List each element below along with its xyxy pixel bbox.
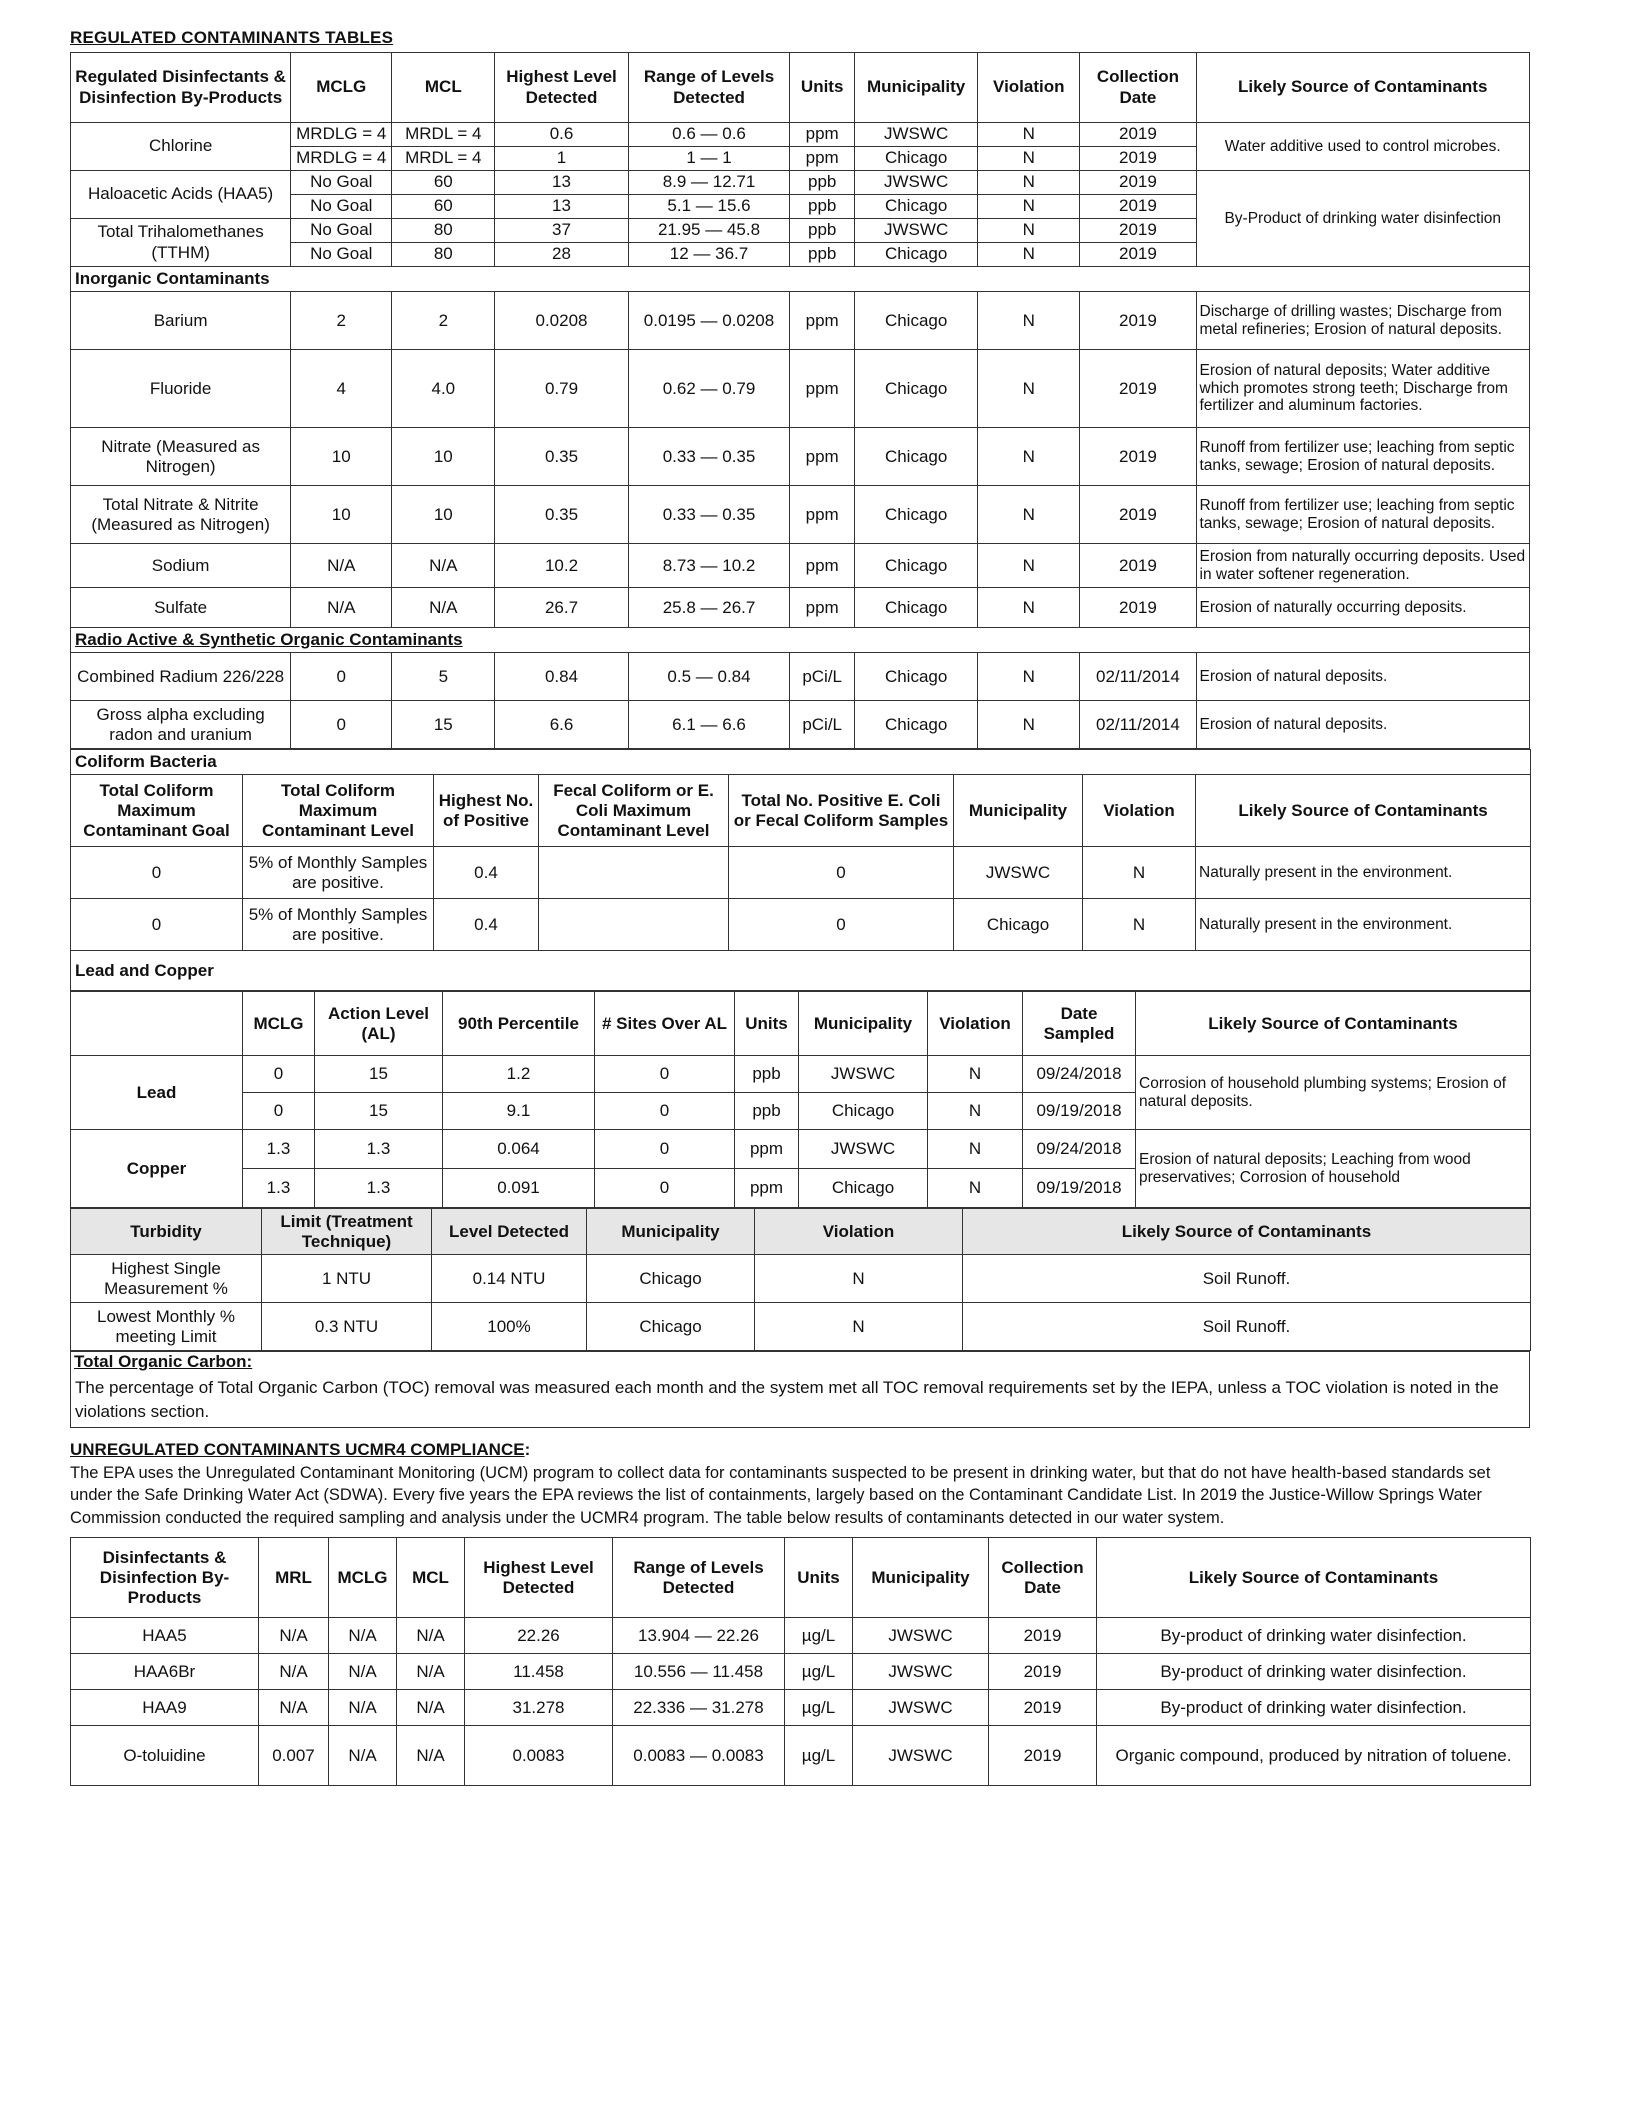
cell: 0 <box>595 1130 735 1169</box>
cell: 0.6 <box>495 123 628 147</box>
cell: N/A <box>392 588 495 628</box>
source-cell: Erosion of naturally occurring deposits. <box>1196 588 1530 628</box>
col-header: Date Sampled <box>1023 992 1136 1056</box>
cell: 6.1 — 6.6 <box>628 701 790 749</box>
cell: N/A <box>259 1618 329 1654</box>
cell: JWSWC <box>799 1056 928 1093</box>
row-header: Copper <box>71 1130 243 1208</box>
source-cell: By-Product of drinking water disinfection <box>1196 171 1530 267</box>
col-header: Units <box>790 53 855 123</box>
cell: 1.3 <box>243 1130 315 1169</box>
cell: 2019 <box>1080 219 1196 243</box>
regulated-table <box>70 52 1530 749</box>
cell: No Goal <box>291 243 392 267</box>
cell: 10 <box>291 428 392 486</box>
cell: ppm <box>790 292 855 350</box>
cell: 2019 <box>1080 350 1196 428</box>
cell: pCi/L <box>790 701 855 749</box>
cell: 0.62 — 0.79 <box>628 350 790 428</box>
cell: Chicago <box>855 486 978 544</box>
cell: 2019 <box>1080 123 1196 147</box>
cell: 2019 <box>1080 243 1196 267</box>
cell: 2019 <box>1080 588 1196 628</box>
cell: 10.2 <box>495 544 628 588</box>
cell: 0.79 <box>495 350 628 428</box>
col-header: Violation <box>755 1209 963 1255</box>
cell: MRDLG = 4 <box>291 123 392 147</box>
cell: N <box>978 486 1080 544</box>
col-header: Highest Level Detected <box>495 53 628 123</box>
cell: 2019 <box>989 1618 1097 1654</box>
col-header: Units <box>735 992 799 1056</box>
col-header: Limit (Treatment Technique) <box>262 1209 432 1255</box>
cell: 2019 <box>1080 195 1196 219</box>
cell: Soil Runoff. <box>963 1255 1531 1303</box>
contaminant-name: Total Nitrate & Nitrite (Measured as Nitrogen) <box>71 486 291 544</box>
col-header: MCLG <box>243 992 315 1056</box>
cell: 2019 <box>989 1726 1097 1786</box>
cell: 2019 <box>1080 544 1196 588</box>
col-header: Likely Source of Contaminants <box>1196 53 1530 123</box>
cell: N/A <box>259 1654 329 1690</box>
cell: Chicago <box>855 588 978 628</box>
contaminant-name: Barium <box>71 292 291 350</box>
cell: 0.35 <box>495 428 628 486</box>
cell: 12 — 36.7 <box>628 243 790 267</box>
cell: 28 <box>495 243 628 267</box>
source-cell: Erosion of natural deposits; Water additive which promotes strong teeth; Discharge from fertilizer and aluminum factories. <box>1196 350 1530 428</box>
cell: No Goal <box>291 171 392 195</box>
col-header: Municipality <box>954 775 1083 847</box>
section-title: Lead and Copper <box>71 951 1531 991</box>
col-header: Violation <box>978 53 1080 123</box>
cell: 0 <box>71 899 243 951</box>
cell: 6.6 <box>495 701 628 749</box>
cell: N <box>928 1093 1023 1130</box>
col-header: Range of Levels Detected <box>628 53 790 123</box>
source-cell: Water additive used to control microbes. <box>1196 123 1530 171</box>
cell: 10.556 — 11.458 <box>613 1654 785 1690</box>
cell: No Goal <box>291 195 392 219</box>
cell: N <box>978 653 1080 701</box>
cell: 5% of Monthly Samples are positive. <box>243 847 434 899</box>
col-header: Highest No. of Positive <box>434 775 539 847</box>
col-header: Fecal Coliform or E. Coli Maximum Contaminant Level <box>539 775 729 847</box>
cell: 2019 <box>1080 486 1196 544</box>
col-header: Collection Date <box>1080 53 1196 123</box>
col-header: MCL <box>397 1538 465 1618</box>
cell: 11.458 <box>465 1654 613 1690</box>
cell: 09/24/2018 <box>1023 1056 1136 1093</box>
cell: N <box>1083 847 1196 899</box>
cell: Chicago <box>855 243 978 267</box>
cell: 1.3 <box>315 1169 443 1208</box>
cell: N/A <box>329 1618 397 1654</box>
col-header: Collection Date <box>989 1538 1097 1618</box>
cell: JWSWC <box>853 1726 989 1786</box>
cell: 0 <box>243 1093 315 1130</box>
cell: MRDL = 4 <box>392 147 495 171</box>
cell: N/A <box>397 1654 465 1690</box>
unregulated-text: The EPA uses the Unregulated Contaminant Monitoring (UCM) program to collect data for contaminants suspected to be present in drinking water, but that do not have health-based standards set under the Safe Drinking Water Act (SDWA). Every five years the EPA reviews the list of containments, largely based on the Contaminant Candidate List. In 2019 the Justice-Willow Springs Water Commission conducted the required sampling and analysis under the UCMR4 program. The table below results of contaminants detected in our water system. <box>70 1464 1491 1527</box>
col-header: Municipality <box>853 1538 989 1618</box>
cell: 0 <box>291 701 392 749</box>
turbidity-table <box>70 1208 1531 1351</box>
col-header: Range of Levels Detected <box>613 1538 785 1618</box>
col-header: Municipality <box>799 992 928 1056</box>
cell: N/A <box>329 1654 397 1690</box>
cell: ppm <box>790 588 855 628</box>
cell: 5% of Monthly Samples are positive. <box>243 899 434 951</box>
cell: N <box>978 701 1080 749</box>
cell: N/A <box>329 1690 397 1726</box>
cell: 10 <box>392 486 495 544</box>
cell: Chicago <box>855 544 978 588</box>
col-header: MRL <box>259 1538 329 1618</box>
col-header: Municipality <box>855 53 978 123</box>
col-header: Violation <box>1083 775 1196 847</box>
cell: 1.3 <box>243 1169 315 1208</box>
cell: 5 <box>392 653 495 701</box>
cell: Chicago <box>855 350 978 428</box>
col-header: Highest Level Detected <box>465 1538 613 1618</box>
coliform-table <box>70 749 1531 991</box>
col-header: 90th Percentile <box>443 992 595 1056</box>
cell: JWSWC <box>799 1130 928 1169</box>
cell: Soil Runoff. <box>963 1303 1531 1351</box>
col-header: Regulated Disinfectants & Disinfection By-Products <box>71 53 291 123</box>
col-header: Municipality <box>587 1209 755 1255</box>
cell: Chicago <box>954 899 1083 951</box>
cell: HAA6Br <box>71 1654 259 1690</box>
cell: JWSWC <box>853 1654 989 1690</box>
cell: N/A <box>397 1726 465 1786</box>
cell: 22.26 <box>465 1618 613 1654</box>
contaminant-name: Gross alpha excluding radon and uranium <box>71 701 291 749</box>
contaminant-name: Chlorine <box>71 123 291 171</box>
cell: Highest Single Measurement % <box>71 1255 262 1303</box>
contaminant-name: Nitrate (Measured as Nitrogen) <box>71 428 291 486</box>
toc-text: The percentage of Total Organic Carbon (TOC) removal was measured each month and the system met all TOC removal requirements set by the IEPA, unless a TOC violation is noted in the violations section. <box>70 1372 1530 1428</box>
contaminant-name: Total Trihalomethanes (TTHM) <box>71 219 291 267</box>
cell: N <box>978 292 1080 350</box>
cell: 25.8 — 26.7 <box>628 588 790 628</box>
cell: 4 <box>291 350 392 428</box>
cell: ppb <box>735 1056 799 1093</box>
cell: JWSWC <box>954 847 1083 899</box>
cell: 0.4 <box>434 847 539 899</box>
section-title: Inorganic Contaminants <box>71 267 1530 292</box>
cell: Chicago <box>799 1169 928 1208</box>
cell <box>539 899 729 951</box>
col-header: Units <box>785 1538 853 1618</box>
cell: N <box>978 123 1080 147</box>
cell: N <box>978 588 1080 628</box>
cell: 5.1 — 15.6 <box>628 195 790 219</box>
cell: 0.3 NTU <box>262 1303 432 1351</box>
cell: No Goal <box>291 219 392 243</box>
cell: N <box>755 1303 963 1351</box>
cell: N <box>978 428 1080 486</box>
cell: N <box>978 350 1080 428</box>
cell: 09/19/2018 <box>1023 1169 1136 1208</box>
cell: 8.9 — 12.71 <box>628 171 790 195</box>
cell: HAA9 <box>71 1690 259 1726</box>
cell: N/A <box>291 588 392 628</box>
cell: 22.336 — 31.278 <box>613 1690 785 1726</box>
cell: 8.73 — 10.2 <box>628 544 790 588</box>
cell: N <box>928 1130 1023 1169</box>
cell: ppm <box>735 1130 799 1169</box>
cell: ppm <box>790 544 855 588</box>
cell: 1 NTU <box>262 1255 432 1303</box>
cell: 0 <box>595 1169 735 1208</box>
cell: N/A <box>397 1618 465 1654</box>
cell: By-product of drinking water disinfection. <box>1097 1654 1531 1690</box>
cell: 0.007 <box>259 1726 329 1786</box>
cell: 13 <box>495 195 628 219</box>
cell: ppb <box>790 243 855 267</box>
cell: µg/L <box>785 1618 853 1654</box>
unregulated-title: UNREGULATED CONTAMINANTS UCMR4 COMPLIANCE <box>70 1440 525 1460</box>
source-cell: Runoff from fertilizer use; leaching from septic tanks, sewage; Erosion of natural deposits. <box>1196 486 1530 544</box>
cell: Chicago <box>855 428 978 486</box>
cell: Lowest Monthly % meeting Limit <box>71 1303 262 1351</box>
cell: N/A <box>259 1690 329 1726</box>
col-header: Total Coliform Maximum Contaminant Goal <box>71 775 243 847</box>
cell: N <box>978 147 1080 171</box>
cell: JWSWC <box>853 1618 989 1654</box>
cell <box>539 847 729 899</box>
cell: 80 <box>392 219 495 243</box>
cell: µg/L <box>785 1654 853 1690</box>
unregulated-title-colon: : <box>524 1440 531 1460</box>
unregulated-table <box>70 1537 1531 1786</box>
col-header: # Sites Over AL <box>595 992 735 1056</box>
cell: 9.1 <box>443 1093 595 1130</box>
cell: 2 <box>392 292 495 350</box>
cell: µg/L <box>785 1690 853 1726</box>
toc-title: Total Organic Carbon: <box>70 1351 1530 1372</box>
cell: ppm <box>790 123 855 147</box>
col-header: Action Level (AL) <box>315 992 443 1056</box>
cell: 02/11/2014 <box>1080 701 1196 749</box>
cell: µg/L <box>785 1726 853 1786</box>
cell: N <box>755 1255 963 1303</box>
cell: 15 <box>315 1093 443 1130</box>
source-cell: Naturally present in the environment. <box>1196 899 1531 951</box>
cell: MRDL = 4 <box>392 123 495 147</box>
cell: 2019 <box>1080 147 1196 171</box>
cell: 4.0 <box>392 350 495 428</box>
cell: 2019 <box>1080 428 1196 486</box>
cell: ppb <box>790 219 855 243</box>
contaminant-name: Combined Radium 226/228 <box>71 653 291 701</box>
cell: 0 <box>595 1093 735 1130</box>
col-header: Turbidity <box>71 1209 262 1255</box>
cell: 0.5 — 0.84 <box>628 653 790 701</box>
cell: 0.35 <box>495 486 628 544</box>
col-header: Likely Source of Contaminants <box>1097 1538 1531 1618</box>
cell: 0 <box>71 847 243 899</box>
cell: 0.84 <box>495 653 628 701</box>
cell: By-product of drinking water disinfection. <box>1097 1690 1531 1726</box>
cell: 02/11/2014 <box>1080 653 1196 701</box>
cell: 0.0195 — 0.0208 <box>628 292 790 350</box>
cell: 80 <box>392 243 495 267</box>
cell: 0.064 <box>443 1130 595 1169</box>
cell: 15 <box>392 701 495 749</box>
section-title: Coliform Bacteria <box>71 750 1531 775</box>
cell: 0.4 <box>434 899 539 951</box>
cell: 1 <box>495 147 628 171</box>
col-header: Total No. Positive E. Coli or Fecal Coliform Samples <box>729 775 954 847</box>
cell: 15 <box>315 1056 443 1093</box>
cell: 2019 <box>989 1690 1097 1726</box>
cell: 2 <box>291 292 392 350</box>
cell: N <box>1083 899 1196 951</box>
cell: 0.6 — 0.6 <box>628 123 790 147</box>
contaminant-name: Sodium <box>71 544 291 588</box>
cell: 0 <box>595 1056 735 1093</box>
col-header <box>71 992 243 1056</box>
cell: 26.7 <box>495 588 628 628</box>
cell: 0 <box>729 899 954 951</box>
cell: N/A <box>329 1726 397 1786</box>
col-header: Likely Source of Contaminants <box>963 1209 1531 1255</box>
cell: ppb <box>790 171 855 195</box>
cell: 0.33 — 0.35 <box>628 486 790 544</box>
cell: Chicago <box>587 1255 755 1303</box>
cell: MRDLG = 4 <box>291 147 392 171</box>
contaminant-name: Fluoride <box>71 350 291 428</box>
cell: Chicago <box>587 1303 755 1351</box>
cell: 60 <box>392 195 495 219</box>
source-cell: Naturally present in the environment. <box>1196 847 1531 899</box>
cell: JWSWC <box>855 219 978 243</box>
col-header: Disinfectants & Disinfection By-Products <box>71 1538 259 1618</box>
cell: 0.33 — 0.35 <box>628 428 790 486</box>
cell: HAA5 <box>71 1618 259 1654</box>
cell: N <box>978 243 1080 267</box>
cell: JWSWC <box>855 171 978 195</box>
cell: 09/19/2018 <box>1023 1093 1136 1130</box>
cell: JWSWC <box>855 123 978 147</box>
cell: 13 <box>495 171 628 195</box>
source-cell: Runoff from fertilizer use; leaching from septic tanks, sewage; Erosion of natural deposits. <box>1196 428 1530 486</box>
cell: N <box>978 544 1080 588</box>
cell: 100% <box>432 1303 587 1351</box>
cell: 0.14 NTU <box>432 1255 587 1303</box>
cell: 1 — 1 <box>628 147 790 171</box>
cell: 10 <box>392 428 495 486</box>
cell: 2019 <box>989 1654 1097 1690</box>
cell: 2019 <box>1080 171 1196 195</box>
lead-copper-table <box>70 991 1531 1208</box>
cell: 1.3 <box>315 1130 443 1169</box>
cell: ppm <box>735 1169 799 1208</box>
cell: Chicago <box>855 701 978 749</box>
cell: Chicago <box>855 147 978 171</box>
cell: N <box>978 171 1080 195</box>
cell: Chicago <box>855 195 978 219</box>
source-cell: Corrosion of household plumbing systems; Erosion of natural deposits. <box>1136 1056 1531 1130</box>
cell: 1.2 <box>443 1056 595 1093</box>
report-page <box>70 28 1530 1786</box>
page-title: REGULATED CONTAMINANTS TABLES <box>70 28 394 47</box>
cell: O-toluidine <box>71 1726 259 1786</box>
cell: N <box>978 195 1080 219</box>
col-header: Level Detected <box>432 1209 587 1255</box>
cell: 0 <box>243 1056 315 1093</box>
col-header: Violation <box>928 992 1023 1056</box>
cell: 21.95 — 45.8 <box>628 219 790 243</box>
col-header: MCLG <box>329 1538 397 1618</box>
source-cell: Erosion of natural deposits. <box>1196 653 1530 701</box>
cell: ppb <box>790 195 855 219</box>
cell: pCi/L <box>790 653 855 701</box>
cell: ppm <box>790 147 855 171</box>
cell: 0.0083 — 0.0083 <box>613 1726 785 1786</box>
row-header: Lead <box>71 1056 243 1130</box>
cell: 13.904 — 22.26 <box>613 1618 785 1654</box>
cell: N/A <box>291 544 392 588</box>
source-cell: Erosion from naturally occurring deposits. Used in water softener regeneration. <box>1196 544 1530 588</box>
col-header: MCLG <box>291 53 392 123</box>
cell: Chicago <box>799 1093 928 1130</box>
cell: Chicago <box>855 653 978 701</box>
cell: Chicago <box>855 292 978 350</box>
source-cell: Erosion of natural deposits; Leaching from wood preservatives; Corrosion of household <box>1136 1130 1531 1208</box>
cell: 37 <box>495 219 628 243</box>
cell: 09/24/2018 <box>1023 1130 1136 1169</box>
cell: N/A <box>397 1690 465 1726</box>
cell: ppm <box>790 350 855 428</box>
cell: N <box>978 219 1080 243</box>
cell: 10 <box>291 486 392 544</box>
section-title: Radio Active & Synthetic Organic Contaminants <box>71 628 1530 653</box>
cell: 0.091 <box>443 1169 595 1208</box>
cell: By-product of drinking water disinfection. <box>1097 1618 1531 1654</box>
cell: 2019 <box>1080 292 1196 350</box>
cell: 60 <box>392 171 495 195</box>
contaminant-name: Haloacetic Acids (HAA5) <box>71 171 291 219</box>
cell: ppb <box>735 1093 799 1130</box>
col-header: Likely Source of Contaminants <box>1196 775 1531 847</box>
cell: 31.278 <box>465 1690 613 1726</box>
cell: Organic compound, produced by nitration of toluene. <box>1097 1726 1531 1786</box>
contaminant-name: Sulfate <box>71 588 291 628</box>
col-header: MCL <box>392 53 495 123</box>
cell: 0.0208 <box>495 292 628 350</box>
cell: N <box>928 1169 1023 1208</box>
cell: 0 <box>729 847 954 899</box>
cell: ppm <box>790 486 855 544</box>
cell: 0 <box>291 653 392 701</box>
col-header: Total Coliform Maximum Contaminant Level <box>243 775 434 847</box>
cell: JWSWC <box>853 1690 989 1726</box>
unregulated-heading <box>70 1440 1530 1460</box>
cell: 0.0083 <box>465 1726 613 1786</box>
cell: N/A <box>392 544 495 588</box>
cell: N <box>928 1056 1023 1093</box>
col-header: Likely Source of Contaminants <box>1136 992 1531 1056</box>
source-cell: Discharge of drilling wastes; Discharge from metal refineries; Erosion of natural deposits. <box>1196 292 1530 350</box>
source-cell: Erosion of natural deposits. <box>1196 701 1530 749</box>
cell: ppm <box>790 428 855 486</box>
